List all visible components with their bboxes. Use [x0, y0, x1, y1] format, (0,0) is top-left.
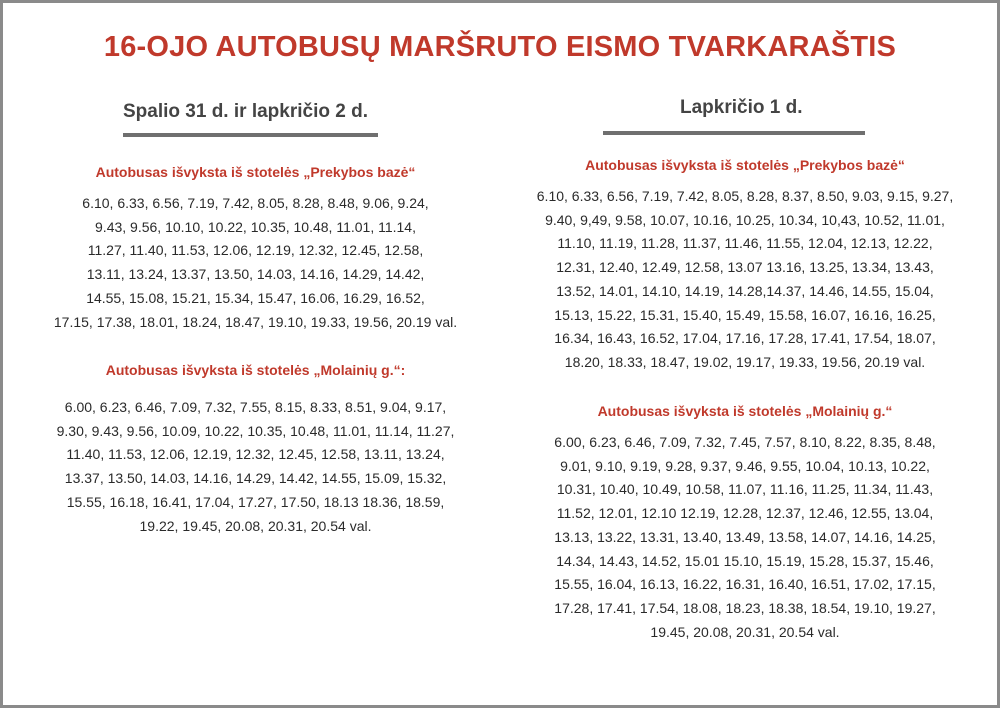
time-line: 6.10, 6.33, 6.56, 7.19, 7.42, 8.05, 8.28, 8.37, 8.50, 9.03, 9.15, 9.27, — [536, 188, 954, 204]
time-line: 10.31, 10.40, 10.49, 10.58, 11.07, 11.16, 11.25, 11.34, 11.43, — [556, 481, 934, 498]
time-line: 19.45, 20.08, 20.31, 20.54 val. — [650, 623, 840, 640]
stop-heading-molainiu-right: Autobusas išvyksta iš stotelės „Molainių g.“ — [597, 403, 893, 419]
date-underline-right — [603, 131, 865, 135]
time-line: 15.55, 16.04, 16.13, 16.22, 16.31, 16.40, 16.51, 17.02, 17.15, — [554, 576, 936, 593]
time-line: 16.34, 16.43, 16.52, 17.04, 17.16, 17.28, 17.41, 17.54, 18.07, — [554, 330, 936, 347]
time-line: 11.10, 11.19, 11.28, 11.37, 11.46, 11.55, 12.04, 12.13, 12.22, — [557, 235, 933, 252]
time-line: 13.11, 13.24, 13.37, 13.50, 14.03, 14.16, 14.29, 14.42, — [86, 266, 425, 283]
stop-heading-prekybos-baze-left: Autobusas išvyksta iš stotelės „Prekybos bazė“ — [95, 164, 416, 180]
date-heading-right: Lapkričio 1 d. — [680, 97, 803, 118]
time-line: 9.43, 9.56, 10.10, 10.22, 10.35, 10.48, 11.01, 11.14, — [95, 218, 416, 235]
time-line: 15.13, 15.22, 15.31, 15.40, 15.49, 15.58, 16.07, 16.16, 16.25, — [554, 306, 936, 323]
stop-heading-molainiu-left: Autobusas išvyksta iš stotelės „Molainių g.“: — [105, 362, 406, 378]
time-line: 9.30, 9.43, 9.56, 10.09, 10.22, 10.35, 10.48, 11.01, 11.14, 11.27, — [56, 422, 455, 439]
time-line: 13.52, 14.01, 14.10, 14.19, 14.28,14.37, 14.46, 14.55, 15.04, — [556, 282, 934, 299]
time-line: 11.27, 11.40, 11.53, 12.06, 12.19, 12.32, 12.45, 12.58, — [87, 242, 424, 259]
stop-heading-prekybos-baze-right: Autobusas išvyksta iš stotelės „Prekybos bazė“ — [585, 157, 905, 173]
time-line: 9.01, 9.10, 9.19, 9.28, 9.37, 9.46, 9.55, 10.04, 10.13, 10.22, — [560, 457, 930, 474]
time-line: 17.28, 17.41, 17.54, 18.08, 18.23, 18.38, 18.54, 19.10, 19.27, — [554, 599, 936, 616]
date-underline-left — [123, 133, 378, 137]
timetable-molainiu-right — [515, 431, 975, 644]
time-line: 9.40, 9,49, 9.58, 10.07, 10.16, 10.25, 10.34, 10,43, 10.52, 11.01, — [545, 211, 945, 228]
time-line: 14.55, 15.08, 15.21, 15.34, 15.47, 16.06, 16.29, 16.52, — [86, 289, 425, 306]
time-line: 15.55, 16.18, 16.41, 17.04, 17.27, 17.50, 18.13 18.36, 18.59, — [66, 493, 445, 510]
time-line: 6.00, 6.23, 6.46, 7.09, 7.32, 7.45, 7.57, 8.10, 8.22, 8.35, 8.48, — [554, 434, 936, 450]
time-line: 12.31, 12.40, 12.49, 12.58, 13.07 13.16, 13.25, 13.34, 13.43, — [556, 259, 934, 276]
timetable-molainiu-left — [23, 396, 488, 538]
time-line: 11.52, 12.01, 12.10 12.19, 12.28, 12.37, 12.46, 12.55, 13.04, — [556, 505, 934, 522]
timetable-prekybos-baze-right — [515, 185, 975, 375]
time-line: 6.10, 6.33, 6.56, 7.19, 7.42, 8.05, 8.28, 8.48, 9.06, 9.24, — [82, 195, 429, 211]
time-line: 18.20, 18.33, 18.47, 19.02, 19.17, 19.33, 19.56, 20.19 val. — [564, 353, 926, 370]
time-line: 6.00, 6.23, 6.46, 7.09, 7.32, 7.55, 8.15, 8.33, 8.51, 9.04, 9.17, — [64, 399, 447, 415]
date-heading-left: Spalio 31 d. ir lapkričio 2 d. — [123, 101, 368, 122]
time-line: 11.40, 11.53, 12.06, 12.19, 12.32, 12.45, 12.58, 13.11, 13.24, — [66, 446, 445, 463]
time-line: 13.13, 13.22, 13.31, 13.40, 13.49, 13.58, 14.07, 14.16, 14.25, — [554, 528, 936, 545]
time-line: 13.37, 13.50, 14.03, 14.16, 14.29, 14.42, 14.55, 15.09, 15.32, — [64, 470, 447, 487]
time-line: 14.34, 14.43, 14.52, 15.01 15.10, 15.19, 15.28, 15.37, 15.46, — [556, 552, 934, 569]
time-line: 19.22, 19.45, 20.08, 20.31, 20.54 val. — [139, 517, 372, 534]
time-line: 17.15, 17.38, 18.01, 18.24, 18.47, 19.10, 19.33, 19.56, 20.19 val. — [53, 313, 458, 330]
timetable-prekybos-baze-left — [23, 192, 488, 334]
page-title: 16-OJO AUTOBUSŲ MARŠRUTO EISMO TVARKARAŠTIS — [103, 31, 897, 63]
